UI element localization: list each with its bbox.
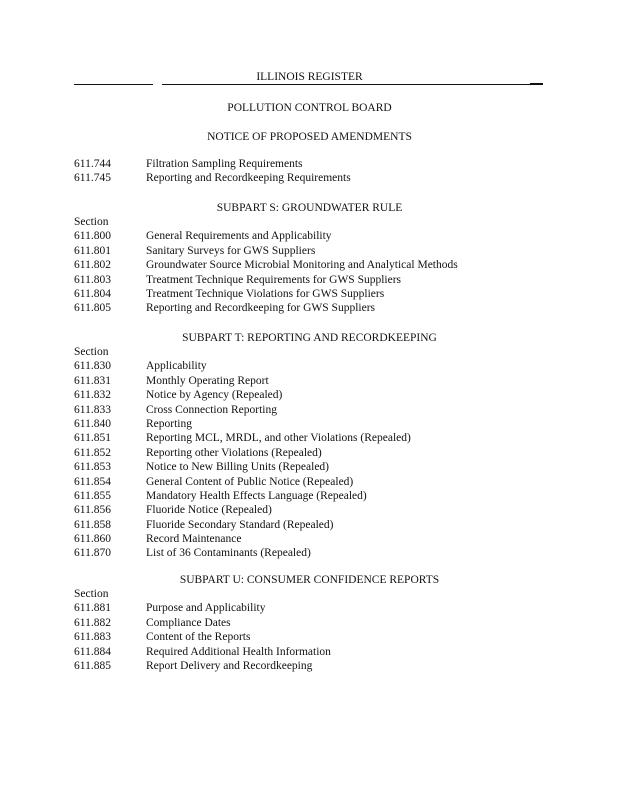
section-number: 611.855	[74, 489, 111, 502]
section-title: Record Maintenance	[146, 533, 242, 546]
section-number: 611.852	[74, 446, 111, 459]
section-title: Reporting and Recordkeeping Requirements	[146, 172, 351, 185]
section-number: 611.833	[74, 403, 111, 416]
section-entry	[74, 431, 554, 445]
section-label-row	[74, 215, 554, 229]
section-entry	[74, 359, 554, 373]
section-title: Reporting other Violations (Repealed)	[146, 446, 322, 459]
header-rule-right	[162, 84, 543, 85]
section-title: Filtration Sampling Requirements	[146, 158, 303, 170]
section-number: 611.805	[74, 302, 111, 315]
section-number: 611.802	[74, 259, 111, 272]
header-rule-end	[530, 83, 543, 85]
section-number: 611.830	[74, 360, 111, 373]
section-entry	[74, 630, 554, 644]
subpart-heading: SUBPART T: REPORTING AND RECORDKEEPING	[182, 332, 437, 344]
section-number: 611.885	[74, 659, 111, 672]
section-entry	[74, 403, 554, 417]
section-entry	[74, 645, 554, 659]
subpart-u-list	[74, 587, 554, 673]
header-rule-left	[74, 84, 153, 85]
section-entry	[74, 171, 554, 185]
section-entry	[74, 532, 554, 546]
section-title: Compliance Dates	[146, 616, 231, 629]
section-title: General Content of Public Notice (Repealed)	[146, 475, 354, 488]
section-entry	[74, 244, 554, 258]
section-title: Treatment Technique Violations for GWS Suppliers	[146, 287, 385, 300]
section-number: 611.853	[74, 461, 111, 474]
section-label-row	[74, 345, 554, 359]
section-entry	[74, 475, 554, 489]
section-number: 611.840	[74, 417, 111, 430]
top-items	[74, 157, 554, 186]
section-entry	[74, 546, 554, 560]
section-title: Sanitary Surveys for GWS Suppliers	[146, 244, 316, 257]
section-entry	[74, 460, 554, 474]
section-title: General Requirements and Applicability	[146, 230, 332, 243]
section-number: 611.854	[74, 475, 111, 488]
section-title: List of 36 Contaminants (Repealed)	[146, 547, 311, 560]
section-label: Section	[74, 588, 109, 600]
section-title: Mandatory Health Effects Language (Repealed)	[146, 489, 367, 502]
section-entry	[74, 229, 554, 243]
section-title: Fluoride Notice (Repealed)	[146, 504, 272, 517]
section-entry	[74, 273, 554, 287]
subpart-heading: SUBPART U: CONSUMER CONFIDENCE REPORTS	[179, 574, 440, 586]
section-entry	[74, 157, 554, 171]
section-number: 611.881	[74, 602, 111, 615]
section-number: 611.831	[74, 374, 111, 387]
section-title: Applicability	[146, 360, 207, 373]
section-title: Reporting MCL, MRDL, and other Violations (Repealed)	[146, 432, 411, 445]
section-entry	[74, 417, 554, 431]
section-entry	[74, 374, 554, 388]
section-title: Reporting and Recordkeeping for GWS Suppliers	[146, 302, 375, 315]
subpart-s-list	[74, 215, 554, 316]
section-number: 611.832	[74, 389, 111, 402]
subpart-heading: SUBPART S: GROUNDWATER RULE	[216, 202, 403, 214]
section-number: 611.858	[74, 518, 111, 531]
section-title: Notice by Agency (Repealed)	[146, 389, 283, 402]
section-number: 611.800	[74, 230, 111, 243]
section-title: Purpose and Applicability	[146, 602, 266, 615]
section-entry	[74, 518, 554, 532]
section-title: Reporting	[146, 417, 192, 430]
section-label: Section	[74, 346, 109, 358]
section-number: 611.882	[74, 616, 111, 629]
section-entry	[74, 446, 554, 460]
section-entry	[74, 287, 554, 301]
section-entry	[74, 258, 554, 272]
section-number: 611.801	[74, 244, 111, 257]
section-title: Cross Connection Reporting	[146, 403, 277, 416]
section-title: Notice to New Billing Units (Repealed)	[146, 461, 330, 474]
section-entry	[74, 489, 554, 503]
section-title: Content of the Reports	[146, 631, 251, 644]
section-number: 611.870	[74, 547, 111, 560]
section-number: 611.745	[74, 172, 111, 185]
section-entry	[74, 388, 554, 402]
section-number: 611.884	[74, 645, 111, 658]
section-number: 611.744	[74, 158, 111, 170]
section-entry	[74, 601, 554, 615]
section-entry	[74, 616, 554, 630]
section-title: Report Delivery and Recordkeeping	[146, 659, 313, 672]
notice-title: NOTICE OF PROPOSED AMENDMENTS	[207, 131, 412, 143]
section-entry	[74, 503, 554, 517]
section-title: Fluoride Secondary Standard (Repealed)	[146, 518, 334, 531]
section-number: 611.860	[74, 533, 111, 546]
section-number: 611.856	[74, 504, 111, 517]
subpart-t-list	[74, 345, 554, 561]
section-number: 611.883	[74, 631, 111, 644]
section-title: Required Additional Health Information	[146, 645, 331, 658]
section-entry	[74, 659, 554, 673]
section-title: Treatment Technique Requirements for GWS Suppliers	[146, 273, 402, 286]
agency-name: POLLUTION CONTROL BOARD	[227, 102, 392, 114]
section-label: Section	[74, 216, 109, 228]
section-entry	[74, 301, 554, 315]
section-title: Monthly Operating Report	[146, 374, 269, 387]
section-number: 611.803	[74, 273, 111, 286]
section-label-row	[74, 587, 554, 601]
section-number: 611.804	[74, 287, 111, 300]
register-title: ILLINOIS REGISTER	[256, 71, 363, 83]
section-number: 611.851	[74, 432, 111, 445]
section-title: Groundwater Source Microbial Monitoring and Analytical Methods	[146, 259, 458, 272]
